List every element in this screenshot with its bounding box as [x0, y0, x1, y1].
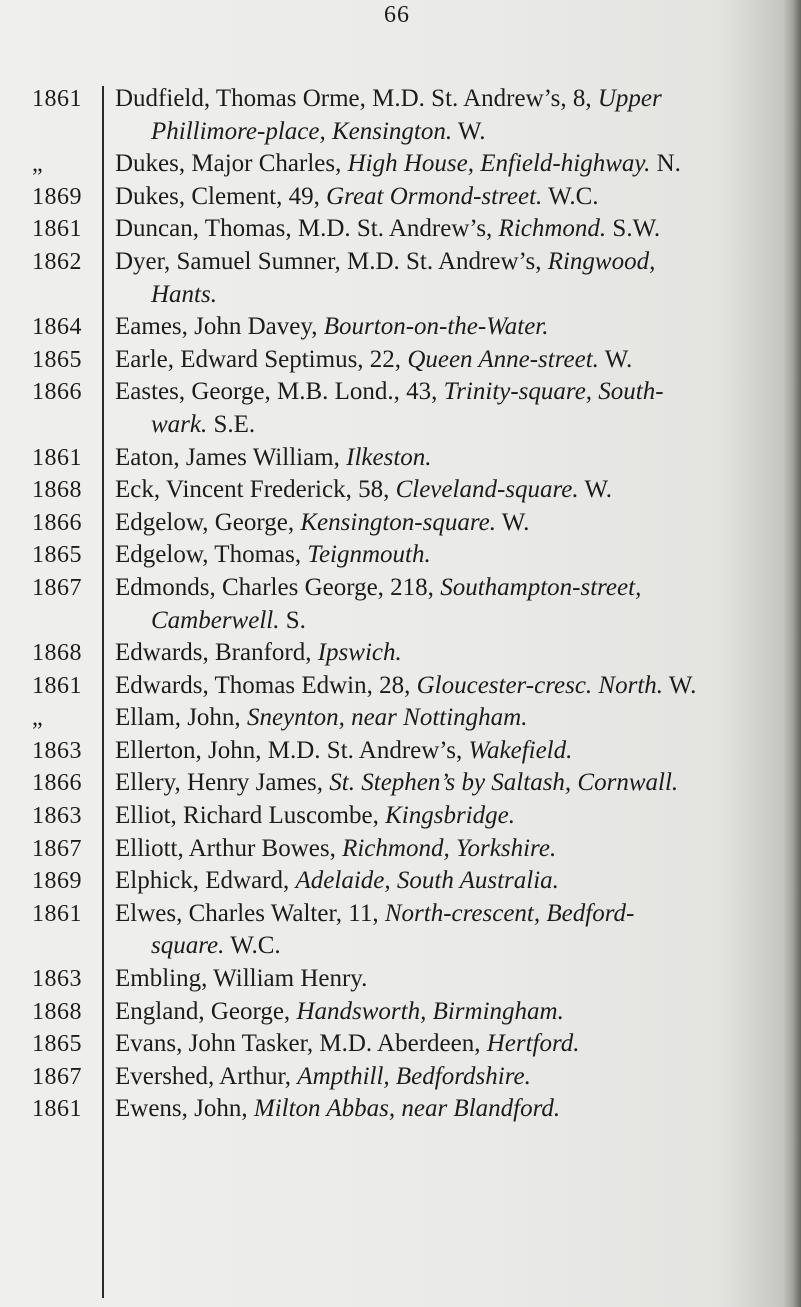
entry-text	[103, 442, 770, 475]
entry-address-italic: Kingsbridge.	[385, 802, 515, 830]
entry-name-text: Edgelow, George,	[115, 508, 301, 536]
entry-name-text: Ewens, John,	[115, 1095, 254, 1123]
entry-year: 1863	[32, 966, 82, 993]
entry-text	[103, 800, 770, 833]
entry-year: 1863	[32, 803, 82, 830]
entry-address-italic: Ilkeston.	[346, 443, 432, 471]
entry-line	[115, 670, 770, 703]
entry-address-italic: Ipswich.	[317, 639, 402, 667]
entry-name-text: Edwards, Thomas Edwin, 28,	[115, 671, 417, 699]
entry-text	[103, 702, 770, 735]
register-entry	[0, 833, 801, 866]
entry-year: 1862	[32, 248, 82, 275]
register-entry	[0, 148, 801, 181]
entry-name-text: Evans, John Tasker, M.D. Aberdeen,	[115, 1030, 487, 1058]
entry-text	[103, 1028, 770, 1061]
entry-line	[115, 83, 770, 116]
entry-name-text: Elwes, Charles Walter, 11,	[115, 899, 385, 927]
register-entry	[0, 376, 801, 441]
entry-text	[103, 148, 770, 181]
entry-text	[103, 1093, 770, 1126]
entry-name-text: Dudfield, Thomas Orme, M.D. St. Andrew’s, 8,	[115, 85, 598, 112]
register-entry	[0, 181, 801, 214]
entry-address-italic: Hants.	[151, 280, 217, 308]
entry-line	[115, 181, 770, 214]
entry-address-italic: Southampton-street,	[440, 573, 642, 601]
entry-name-text: N.	[650, 150, 681, 178]
register-entry	[0, 898, 801, 963]
entry-year: 1867	[32, 574, 82, 601]
register-entry	[0, 963, 801, 996]
entry-line	[115, 767, 770, 800]
entry-text	[103, 246, 770, 311]
entry-line	[115, 572, 770, 605]
entry-name-text: Elliot, Richard Luscombe,	[115, 802, 386, 830]
register-entry	[0, 539, 801, 572]
entry-name-text: Edwards, Branford,	[115, 639, 318, 667]
register-entry	[0, 800, 801, 833]
entry-line	[115, 735, 770, 768]
entry-line	[115, 898, 770, 931]
entry-address-italic: North-crescent, Bedford-	[384, 899, 635, 927]
entry-address-italic: Adelaide, South Australia.	[295, 867, 559, 895]
entry-address-italic: Gloucester-cresc. North.	[416, 671, 664, 699]
register-entry	[0, 670, 801, 703]
entry-line	[115, 865, 770, 898]
entry-name-text: S.E.	[207, 410, 256, 438]
entry-year: 1861	[32, 672, 82, 699]
entry-line	[115, 442, 770, 475]
entry-address-italic: Ringwood,	[547, 247, 656, 275]
entry-year: 1863	[32, 737, 82, 764]
register-entry	[0, 702, 801, 735]
entry-address-italic: Bourton-on-the-Water.	[323, 313, 549, 341]
entry-line	[115, 833, 770, 866]
entry-text	[103, 963, 770, 996]
entry-text	[103, 572, 770, 637]
entry-year: 1866	[32, 509, 82, 536]
register-entry	[0, 1093, 801, 1126]
entry-year: 1861	[32, 216, 82, 243]
entry-name-text: W.	[663, 671, 697, 699]
page-number: 66	[384, 2, 410, 28]
entry-year: 1867	[32, 1063, 82, 1090]
entry-text	[103, 474, 770, 507]
register-entry	[0, 767, 801, 800]
entry-line	[115, 148, 770, 181]
entry-name-text: Ellam, John,	[115, 704, 247, 732]
entry-address-italic: Queen Anne-street.	[407, 345, 599, 373]
entry-text	[103, 83, 770, 148]
register-entry	[0, 1028, 801, 1061]
entry-text	[103, 767, 770, 800]
entry-text	[103, 539, 770, 572]
entry-name-text: Eastes, George, M.B. Lond., 43,	[115, 378, 444, 406]
entry-year: 1869	[32, 183, 82, 210]
entry-line	[115, 1028, 770, 1061]
entry-year: „	[32, 151, 44, 178]
entry-year: 1861	[32, 1096, 82, 1123]
entry-year: 1868	[32, 998, 82, 1025]
page-edge-shadow	[783, 0, 801, 1307]
entry-address-italic: Handsworth, Birmingham.	[296, 997, 564, 1025]
register-entry	[0, 996, 801, 1029]
entry-address-italic: Wakefield.	[468, 736, 573, 764]
entry-address-italic: St. Stephen’s by Saltash, Cornwall.	[329, 769, 679, 797]
entry-address-italic: wark.	[151, 410, 208, 438]
entry-name-text: W.	[578, 476, 613, 504]
entry-year: 1868	[32, 640, 82, 667]
entry-name-text: W.	[452, 117, 486, 145]
entry-line	[115, 1093, 770, 1126]
entry-name-text: W.	[495, 508, 530, 536]
entry-continuation-line	[115, 605, 770, 638]
entry-year: 1866	[32, 770, 82, 797]
entry-year: 1867	[32, 835, 82, 862]
entry-text	[103, 865, 770, 898]
entry-address-italic: Kensington-square.	[300, 508, 496, 536]
entry-year: „	[32, 705, 44, 732]
entry-line	[115, 344, 770, 377]
entry-text	[103, 898, 770, 963]
entry-continuation-line	[115, 930, 770, 963]
entry-line	[115, 539, 770, 572]
entry-text	[103, 507, 770, 540]
entry-text	[103, 833, 770, 866]
entry-line	[115, 213, 770, 246]
entry-text	[103, 311, 770, 344]
entry-year: 1865	[32, 346, 82, 373]
register-entry	[0, 344, 801, 377]
entry-name-text: Eaton, James William,	[115, 443, 347, 471]
entry-address-italic: Richmond, Yorkshire.	[342, 834, 557, 862]
entry-year: 1861	[32, 444, 82, 471]
entry-line	[115, 637, 770, 670]
entry-name-text: S.W.	[606, 215, 661, 243]
entry-year: 1861	[32, 900, 82, 927]
entry-line	[115, 474, 770, 507]
entry-name-text: Edmonds, Charles George, 218,	[115, 573, 441, 601]
entry-address-italic: Phillimore-place, Kensington.	[151, 117, 453, 145]
entry-address-italic: Cleveland-square.	[395, 476, 579, 504]
entry-name-text: Dukes, Major Charles,	[115, 150, 348, 178]
entry-text	[103, 344, 770, 377]
entry-address-italic: Trinity-square, South-	[443, 378, 664, 406]
register-entry	[0, 1061, 801, 1094]
register-entry	[0, 507, 801, 540]
entry-year: 1861	[32, 86, 82, 112]
entry-year: 1865	[32, 1031, 82, 1058]
entry-line	[115, 996, 770, 1029]
entry-text	[103, 376, 770, 441]
register-entry	[0, 246, 801, 311]
entry-name-text: Edgelow, Thomas,	[115, 541, 308, 569]
entry-line	[115, 1061, 770, 1094]
register-entry	[0, 735, 801, 768]
entry-address-italic: square.	[151, 932, 225, 960]
register-entry	[0, 213, 801, 246]
entry-address-italic: Upper	[597, 85, 662, 112]
entry-address-italic: Hertford.	[486, 1030, 580, 1058]
entry-text	[103, 996, 770, 1029]
entry-address-italic: Richmond.	[498, 215, 607, 243]
entry-text	[103, 637, 770, 670]
entry-name-text: Eames, John Davey,	[115, 313, 324, 341]
register-entry	[0, 572, 801, 637]
entry-address-italic: Great Ormond-street.	[326, 182, 543, 210]
register-entry	[0, 442, 801, 475]
entry-year: 1868	[32, 477, 82, 504]
entry-name-text: Dyer, Samuel Sumner, M.D. St. Andrew’s,	[115, 247, 548, 275]
entry-address-italic: Teignmouth.	[307, 541, 431, 569]
entry-year: 1865	[32, 542, 82, 569]
entry-address-italic: Milton Abbas, near Blandford.	[253, 1095, 561, 1123]
register-entry	[0, 637, 801, 670]
entry-address-italic: High House, Enfield-highway.	[347, 150, 651, 178]
entry-text	[103, 181, 770, 214]
entry-line	[115, 702, 770, 735]
entry-address-italic: Sneynton, near Nottingham.	[246, 704, 528, 732]
entry-line	[115, 963, 770, 996]
entry-name-text: Elliott, Arthur Bowes,	[115, 834, 343, 862]
entry-text	[103, 213, 770, 246]
entry-line	[115, 376, 770, 409]
entry-year: 1866	[32, 379, 82, 406]
entry-name-text: Ellerton, John, M.D. St. Andrew’s,	[115, 736, 469, 764]
entry-continuation-line	[115, 409, 770, 442]
entry-name-text: Embling, William Henry.	[115, 965, 368, 993]
entry-year: 1864	[32, 314, 82, 341]
entry-line	[115, 507, 770, 540]
entry-name-text: Elphick, Edward,	[115, 867, 296, 895]
entry-continuation-line	[115, 279, 770, 312]
entry-name-text: W.C.	[224, 932, 281, 960]
entry-line	[115, 246, 770, 279]
entry-line	[115, 800, 770, 833]
register-entry	[0, 474, 801, 507]
entry-year: 1869	[32, 868, 82, 895]
entry-name-text: Ellery, Henry James,	[115, 769, 330, 797]
entry-name-text: England, George,	[115, 997, 297, 1025]
entry-line	[115, 311, 770, 344]
register-entries	[0, 83, 801, 1126]
entry-text	[103, 670, 770, 703]
register-entry	[0, 83, 801, 148]
entry-address-italic: Ampthill, Bedfordshire.	[297, 1062, 531, 1090]
entry-name-text: Evershed, Arthur,	[115, 1062, 298, 1090]
entry-name-text: W.	[598, 345, 633, 373]
entry-name-text: W.C.	[542, 182, 599, 210]
entry-name-text: Duncan, Thomas, M.D. St. Andrew’s,	[115, 215, 499, 243]
entry-name-text: Dukes, Clement, 49,	[115, 182, 327, 210]
entry-name-text: Eck, Vincent Frederick, 58,	[115, 476, 396, 504]
entry-name-text: Earle, Edward Septimus, 22,	[115, 345, 408, 373]
entry-text	[103, 735, 770, 768]
entry-text	[103, 1061, 770, 1094]
entry-continuation-line	[115, 116, 770, 149]
register-entry	[0, 311, 801, 344]
entry-address-italic: Camberwell.	[151, 606, 280, 634]
register-entry	[0, 865, 801, 898]
entry-name-text: S.	[279, 606, 306, 634]
